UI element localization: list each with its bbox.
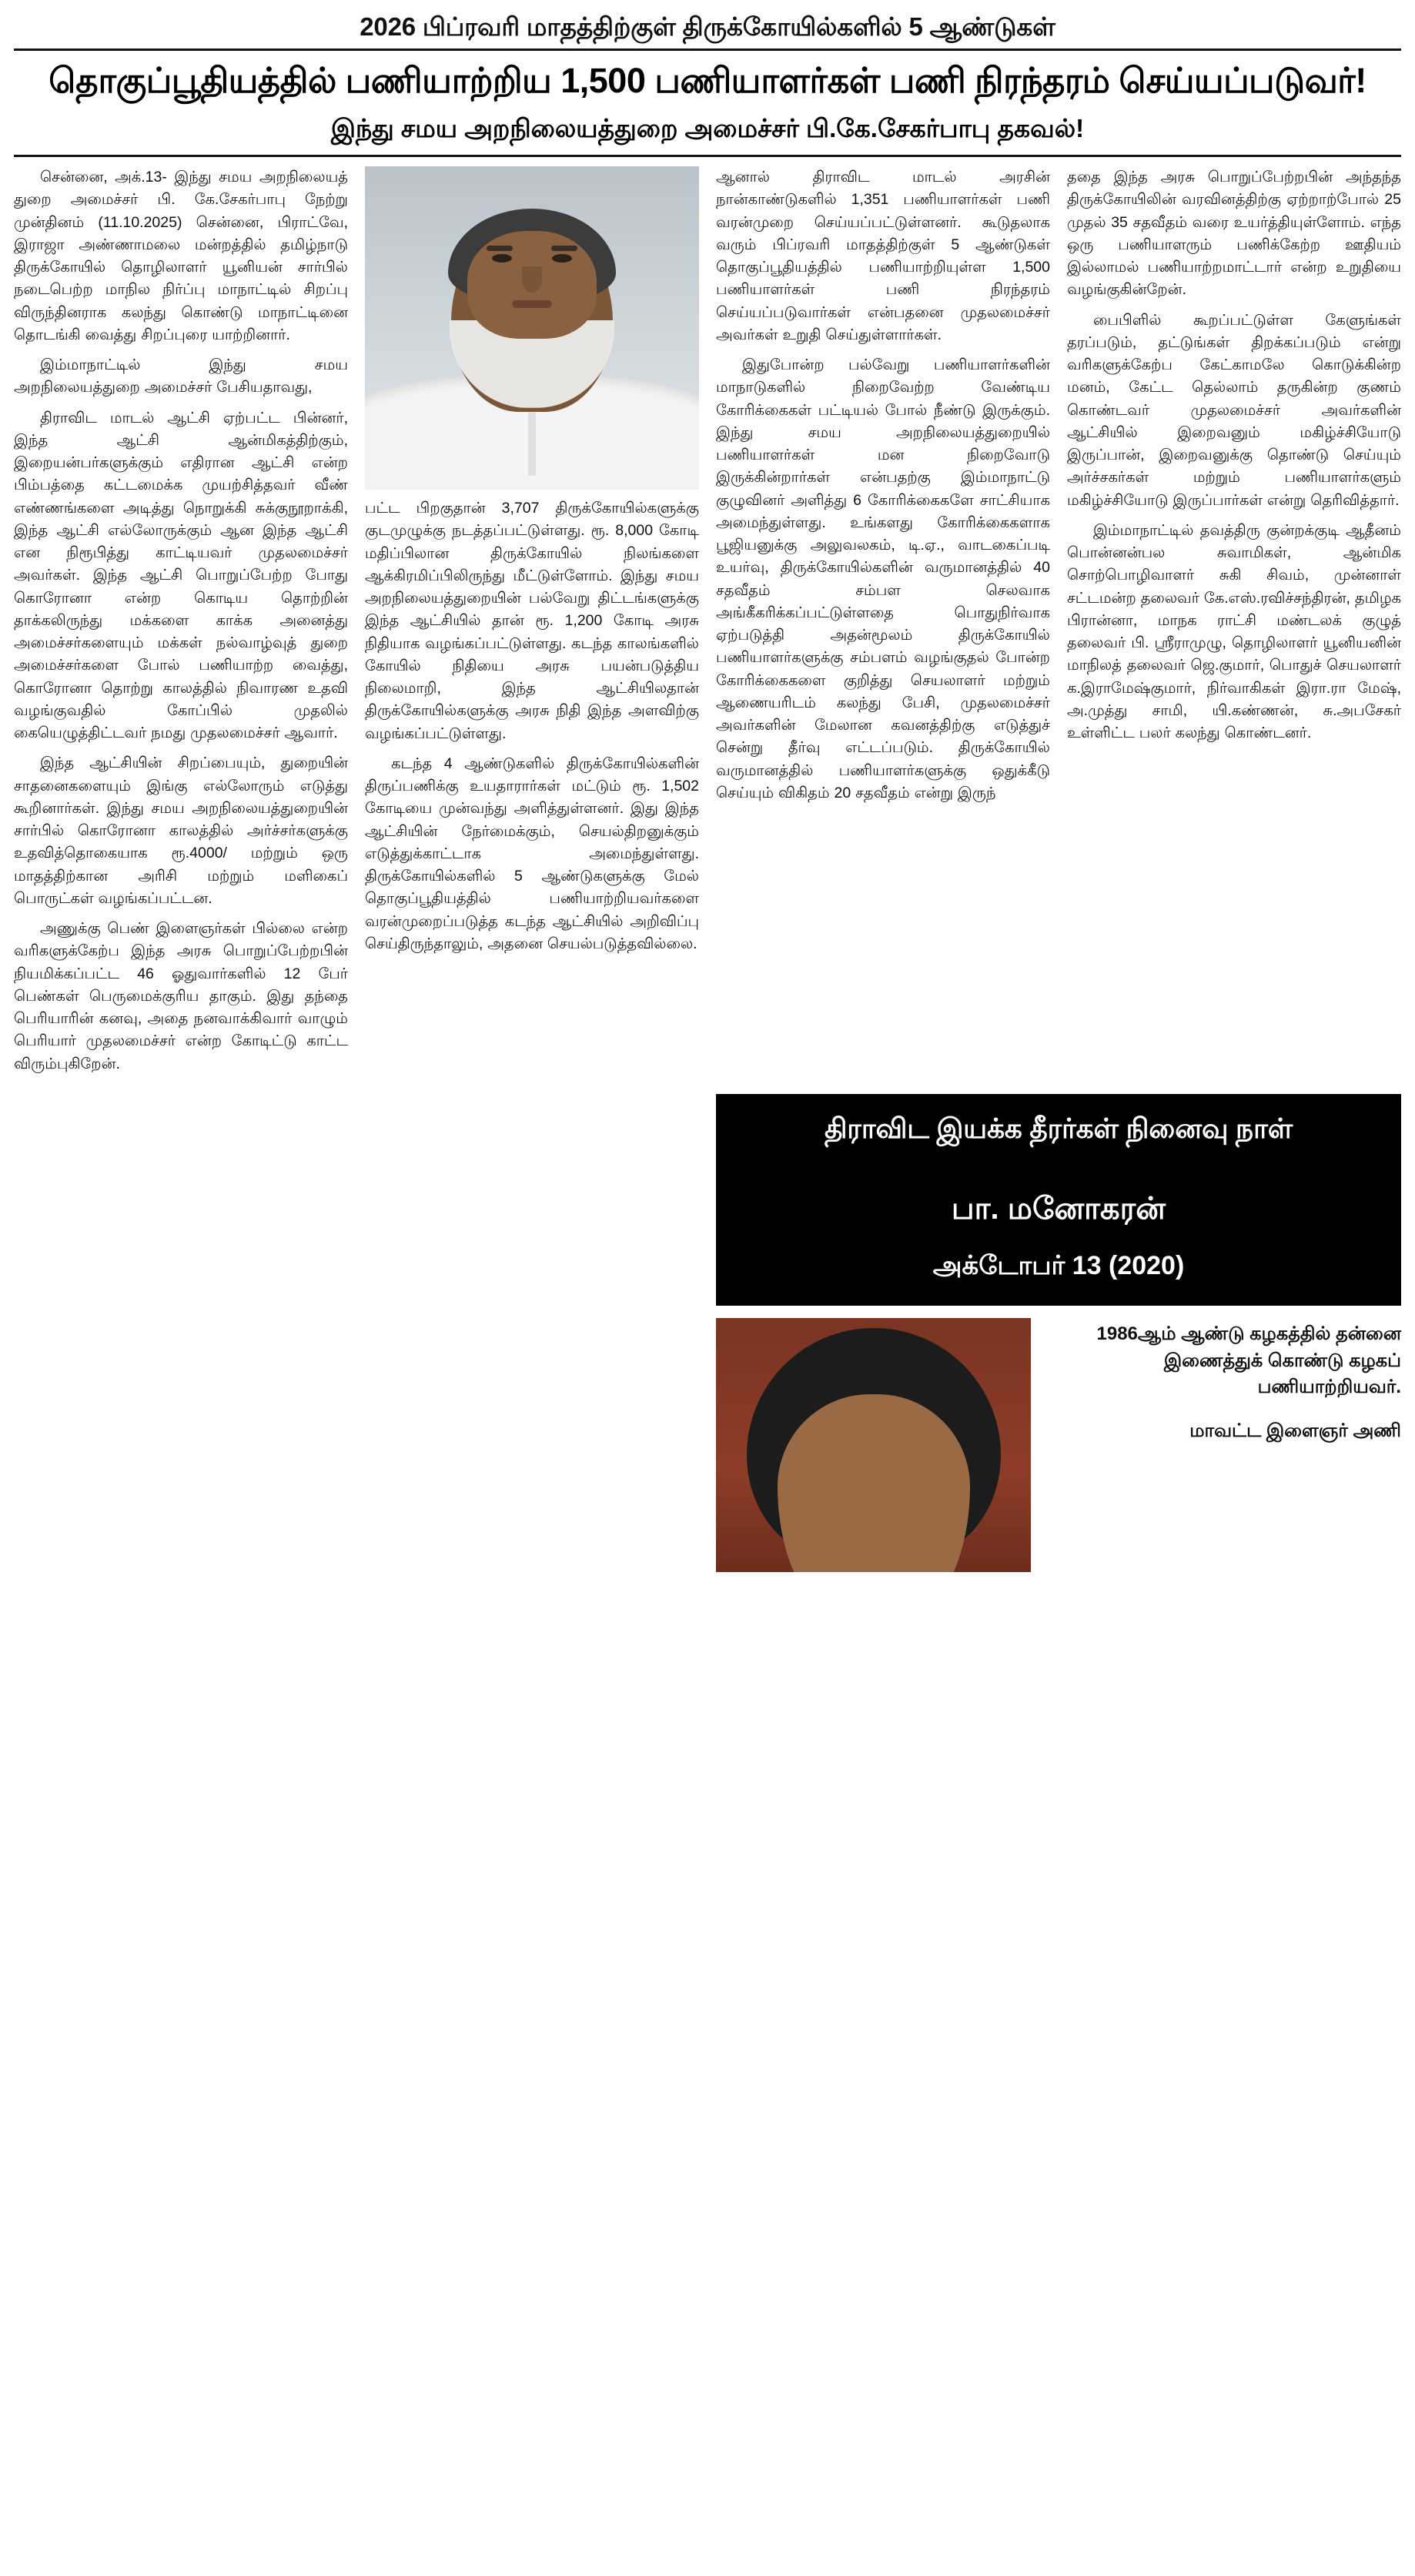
paragraph: இந்த ஆட்சியின் சிறப்பையும், துறையின் சாதனைகளையும் இங்கு எல்லோரும் எடுத்து கூறினார்கள். இந்து சமய அறநிலையத்துறையின் சார்பில் கொரோனா காலத்தில் அர்ச்சர்களுக்கு உதவித்தொகையாக ரூ.4000/ மற்றும் ஒரு மாதத்திற்கான அரிசி மற்றும் மளிகைப் பொருட்கள் வழங்கப்பட்டன.	[14, 754, 348, 907]
paragraph: அணுக்கு பெண் இளைஞர்கள் பில்லை என்ற வரிகளுக்கேற்ப இந்த அரசு பொறுப்பேற்றபின் நியமிக்கப்பட்ட 46 ஓதுவார்களில் 12 பேர் பெண்கள் பெருமைக்குரிய தாகும். இது தந்தை பெரியாரின் கனவு, அதை நனவாக்கிவார் வாழும் பெரியார் முதலமைச்சர் என்ற கோடிட்டு காட்ட விரும்புகிறேன்.	[14, 920, 348, 1072]
paragraph: இம்மாநாட்டில் தவத்திரு குன்றக்குடி ஆதீனம் பொன்னன்பல சுவாமிகள், ஆன்மிக சொற்பொழிவாளர் சுகி சிவம், முன்னாள் சட்டமன்ற தலைவர் கே.எஸ்.ரவிச்சந்திரன், தமிழக பிரான்னா, மாநக ராட்சி மண்டலக் குழுத் தலைவர் பி. ஸ்ரீராமுழு, தொழிலாளர் யூனியனின் மாநிலத் தலைவர் ஜெ.குமார், பொதுச் செயலாளர் க.இராமேஷ்குமார், நிர்வாகிகள் இரா.ரா மேஷ், அ.முத்து சாமி, யி.கண்ணன், சு.அபசேகர் உள்ளிட்ட பலர் கலந்து கொண்டனர்.	[1067, 521, 1401, 742]
divider-under-headline	[14, 155, 1401, 157]
paragraph: இதுபோன்ற பல்வேறு பணியாளர்களின் மாநாடுகளில் நிறைவேற்ற வேண்டிய கோரிக்கைகள் பட்டியல் போல் நீண்டு இருக்கும். இந்து சமய அறநிலையத்துறையில் பணியாளர்கள் மன நிறைவோடு இருக்கின்றார்கள் என்பதற்கு இம்மாநாட்டு குழுவினர் அளித்து 6 கோரிக்கைகளே சாட்சியாக அமைந்துள்ளது. உங்களது கோரிக்கைகளாக பூஜியனுக்கு அலுவலகம், டி.ஏ., வாடகைப்படி உயர்வு, திருக்கோயில்களின் வருமானத்தில் 40 சதவீதம் சம்பள செலவாக அங்கீகரிக்கப்பட்டுள்ளதை பொதுநிர்வாக ஏற்படுத்தி அதன்மூலம் திருக்கோயில் பணியாளர்களுக்கு சம்பளம் வழங்குதல் போன்ற கோரிக்கைகளை குறித்து செயலாளர் மற்றும் ஆணையரிடம் கலந்து பேசி, முதலமைச்சர் அவர்களின் மேலான கவனத்திற்கு எடுத்துச் சென்று தீர்வு எட்டப்படும். திருக்கோயில் வருமானத்தில் பணியாளர்களுக்கு ஒதுக்கீடு செய்யும் விகிதம் 20 சதவீதம் என்று இருந்	[716, 356, 1050, 801]
paragraph: ஆனால் திராவிட மாடல் அரசின் நான்காண்டுகளில் 1,351 பணியாளர்கள் பணி வரன்முறை செய்யப்பட்டுள்ளனர். கூடுதலாக வரும் பிப்ரவரி மாதத்திற்குள் 5 ஆண்டுகள் தொகுப்பூதியத்தில் பணியாற்றியுள்ள 1,500 பணியாளர்கள் பணி நிரந்தரம் செய்யப்படுவார்கள் என்பதனை முதலமைச்சர் அவர்கள் உறுதி செய்துள்ளார்கள்.	[716, 169, 1050, 343]
photo-eyebrow-right	[551, 246, 577, 251]
memorial-date: அக்டோபர் 13 (2020)	[932, 1250, 1185, 1280]
photo-eye-left	[492, 254, 512, 263]
paragraph: பைபிளில் கூறப்பட்டுள்ள கேளுங்கள் தரப்படும், தட்டுங்கள் திறக்கப்படும் என்று வரிகளுக்கேற்ப கேட்காமலே கொடுக்கின்ற மனம், கேட்ட தெல்லாம் தருகின்ற குணம் கொண்டவர் முதலமைச்சர் அவர்களின் ஆட்சியில் இறைவனும் மகிழ்ச்சியோடு இருப்பான், இறைவனுக்கு தொண்டு செய்யும் அர்ச்சகர்கள் மற்றும் பணியாளர்களும் மகிழ்ச்சியோடு இருப்பார்கள் என்று தெரிவித்தார்.	[1067, 311, 1401, 509]
minister-photo-wrap	[365, 166, 699, 490]
memorial-name: பா. மனோகரன்	[951, 1191, 1166, 1226]
lower-section	[14, 1086, 1401, 1572]
memorial-title: திராவிட இயக்க தீரர்கள் நினைவு நாள்	[824, 1112, 1293, 1144]
photo-nose	[522, 266, 542, 293]
memorial-bio-paragraph: 1986ஆம் ஆண்டு கழகத்தில் தன்னை இணைத்துக் கொண்டு கழகப் பணியாற்றியவர்.	[1096, 1323, 1401, 1398]
lower-left-spacer	[14, 1086, 699, 1572]
memorial-bio	[1048, 1318, 1401, 1462]
photo-eye-right	[552, 254, 572, 263]
paragraph: இம்மாநாட்டில் இந்து சமய அறநிலையத்துறை அமைச்சர் பேசியதாவது,	[14, 356, 348, 396]
paragraph: பட்ட பிறகுதான் 3,707 திருக்கோயில்களுக்கு குடமுழுக்கு நடத்தப்பட்டுள்ளது. ரூ. 8,000 கோடி மதிப்பிலான திருக்கோயில் நிலங்களை ஆக்கிரமிப்பிலிருந்து மீட்டுள்ளோம். இந்து சமய அறநிலையத்துறையின் பல்வேறு திட்டங்களுக்கு இந்த ஆட்சியில் தான் ரூ. 1,200 கோடி அரசு நிதியாக வழங்கப்பட்டுள்ளது. கடந்த காலங்களில் கோயில் நிதியை அரசு பயன்படுத்திய நிலைமாறி, இந்த ஆட்சியிலதான் திருக்கோயில்களுக்கு அரசு நிதி இந்த அளவிற்கு வழங்கப்பட்டுள்ளது.	[365, 500, 699, 742]
photo-eyebrow-left	[487, 246, 513, 251]
paragraph: ததை இந்த அரசு பொறுப்பேற்றபின் அந்தந்த திருக்கோயிலின் வரவினத்திற்கு ஏற்றாற்போல் 25 முதல் 35 சதவீதம் வரை உயர்த்தியுள்ளோம். எந்த ஒரு பணியாளரும் பணிக்கேற்ற ஊதியம் இல்லாமல் பணியாற்றமாட்டார் என்ற உறுதியை வழங்குகின்றேன்.	[1067, 169, 1401, 299]
headline-kicker: 2026 பிப்ரவரி மாதத்திற்குள் திருக்கோயில்களில் 5 ஆண்டுகள்	[360, 12, 1055, 41]
memorial-bio-paragraph: மாவட்ட இளைஞர் அணி	[1189, 1420, 1401, 1442]
memorial-column	[716, 1086, 1401, 1572]
headline-sub: இந்து சமய அறநிலையத்துறை அமைச்சர் பி.கே.சேகர்பாபு தகவல்!	[330, 114, 1085, 143]
divider-top	[14, 49, 1401, 51]
column-2	[365, 166, 699, 963]
memorial-panel	[716, 1094, 1401, 1306]
paragraph: சென்னை, அக்.13- இந்து சமய அறநிலையத் துறை அமைச்சர் பி. கே.சேகர்பாபு நேற்று முன்தினம் (11.10.2025) சென்னை, பிராட்வே, இராஜா அண்ணாமலை மன்றத்தில் தமிழ்நாடு திருக்கோயில் தொழிலாளர் யூனியன் சார்பில் நடைபெற்ற மாநில நிர்ப்பு மாநாட்டில் சிறப்பு விருந்தினராக கலந்து கொண்டு மாநாட்டினை தொடங்கி வைத்து சிறப்புரை யாற்றினார்.	[14, 169, 348, 343]
article-columns	[14, 166, 1401, 1083]
headline-main: தொகுப்பூதியத்தில் பணியாற்றிய 1,500 பணியாளர்கள் பணி நிரந்தரம் செய்யப்படுவர்!	[49, 61, 1366, 101]
paragraph: திராவிட மாடல் ஆட்சி ஏற்பட்ட பின்னர், இந்த ஆட்சி ஆன்மிகத்திற்கும், இறையன்பர்களுக்கும் எதிரான ஆட்சி என்ற பிம்பத்தை கட்டமைக்க முயற்சித்தவர் வீண் எண்ணங்களை அடித்து நொறுக்கி சுக்குநூறாக்கி, இந்த ஆட்சி எல்லோருக்கும் ஆன இந்த ஆட்சி என நிரூபித்து காட்டியவர் முதலமைச்சர் அவர்கள். இந்த ஆட்சி பொறுப்பேற்ற போது கொரோனா என்ற கொடிய தொற்றின் தாக்கலிருந்து மக்களை காக்க அனைத்து அமைச்சர்களையும் மக்கள் நல்வாழ்வுத் துறை அமைச்சர்களை போல் பணியாற்ற வைத்து, கொரோனா தொற்று காலத்தில் நிவாரண உதவி வழங்குவதில் கோப்பில் முதலில் கையெழுத்திட்டவர் நமது முதலமைச்சர் ஆவார்.	[14, 409, 348, 742]
column-3	[716, 166, 1050, 812]
column-4	[1067, 166, 1401, 752]
column-1	[14, 166, 348, 1083]
paragraph: கடந்த 4 ஆண்டுகளில் திருக்கோயில்களின் திருப்பணிக்கு உயதாரார்கள் மட்டும் ரூ. 1,502 கோடியை முன்வந்து அளித்துள்ளனர். இது இந்த ஆட்சியின் நேர்மைக்கும், செயல்திறனுக்கும் எடுத்துக்காட்டாக அமைந்துள்ளது. திருக்கோயில்களில் 5 ஆண்டுகளுக்கு மேல் தொகுப்பூதியத்தில் பணியாற்றியவர்களை வரன்முறைப்படுத்த கடந்த ஆட்சியில் அறிவிப்பு செய்திருந்தாலும், அதனை செயல்படுத்தவில்லை.	[365, 754, 699, 952]
photo-mouth	[512, 300, 552, 308]
memorial-bottom-block	[716, 1318, 1401, 1572]
minister-photo	[365, 166, 699, 490]
memorial-photo-face	[778, 1394, 970, 1572]
memorial-photo	[716, 1318, 1031, 1572]
